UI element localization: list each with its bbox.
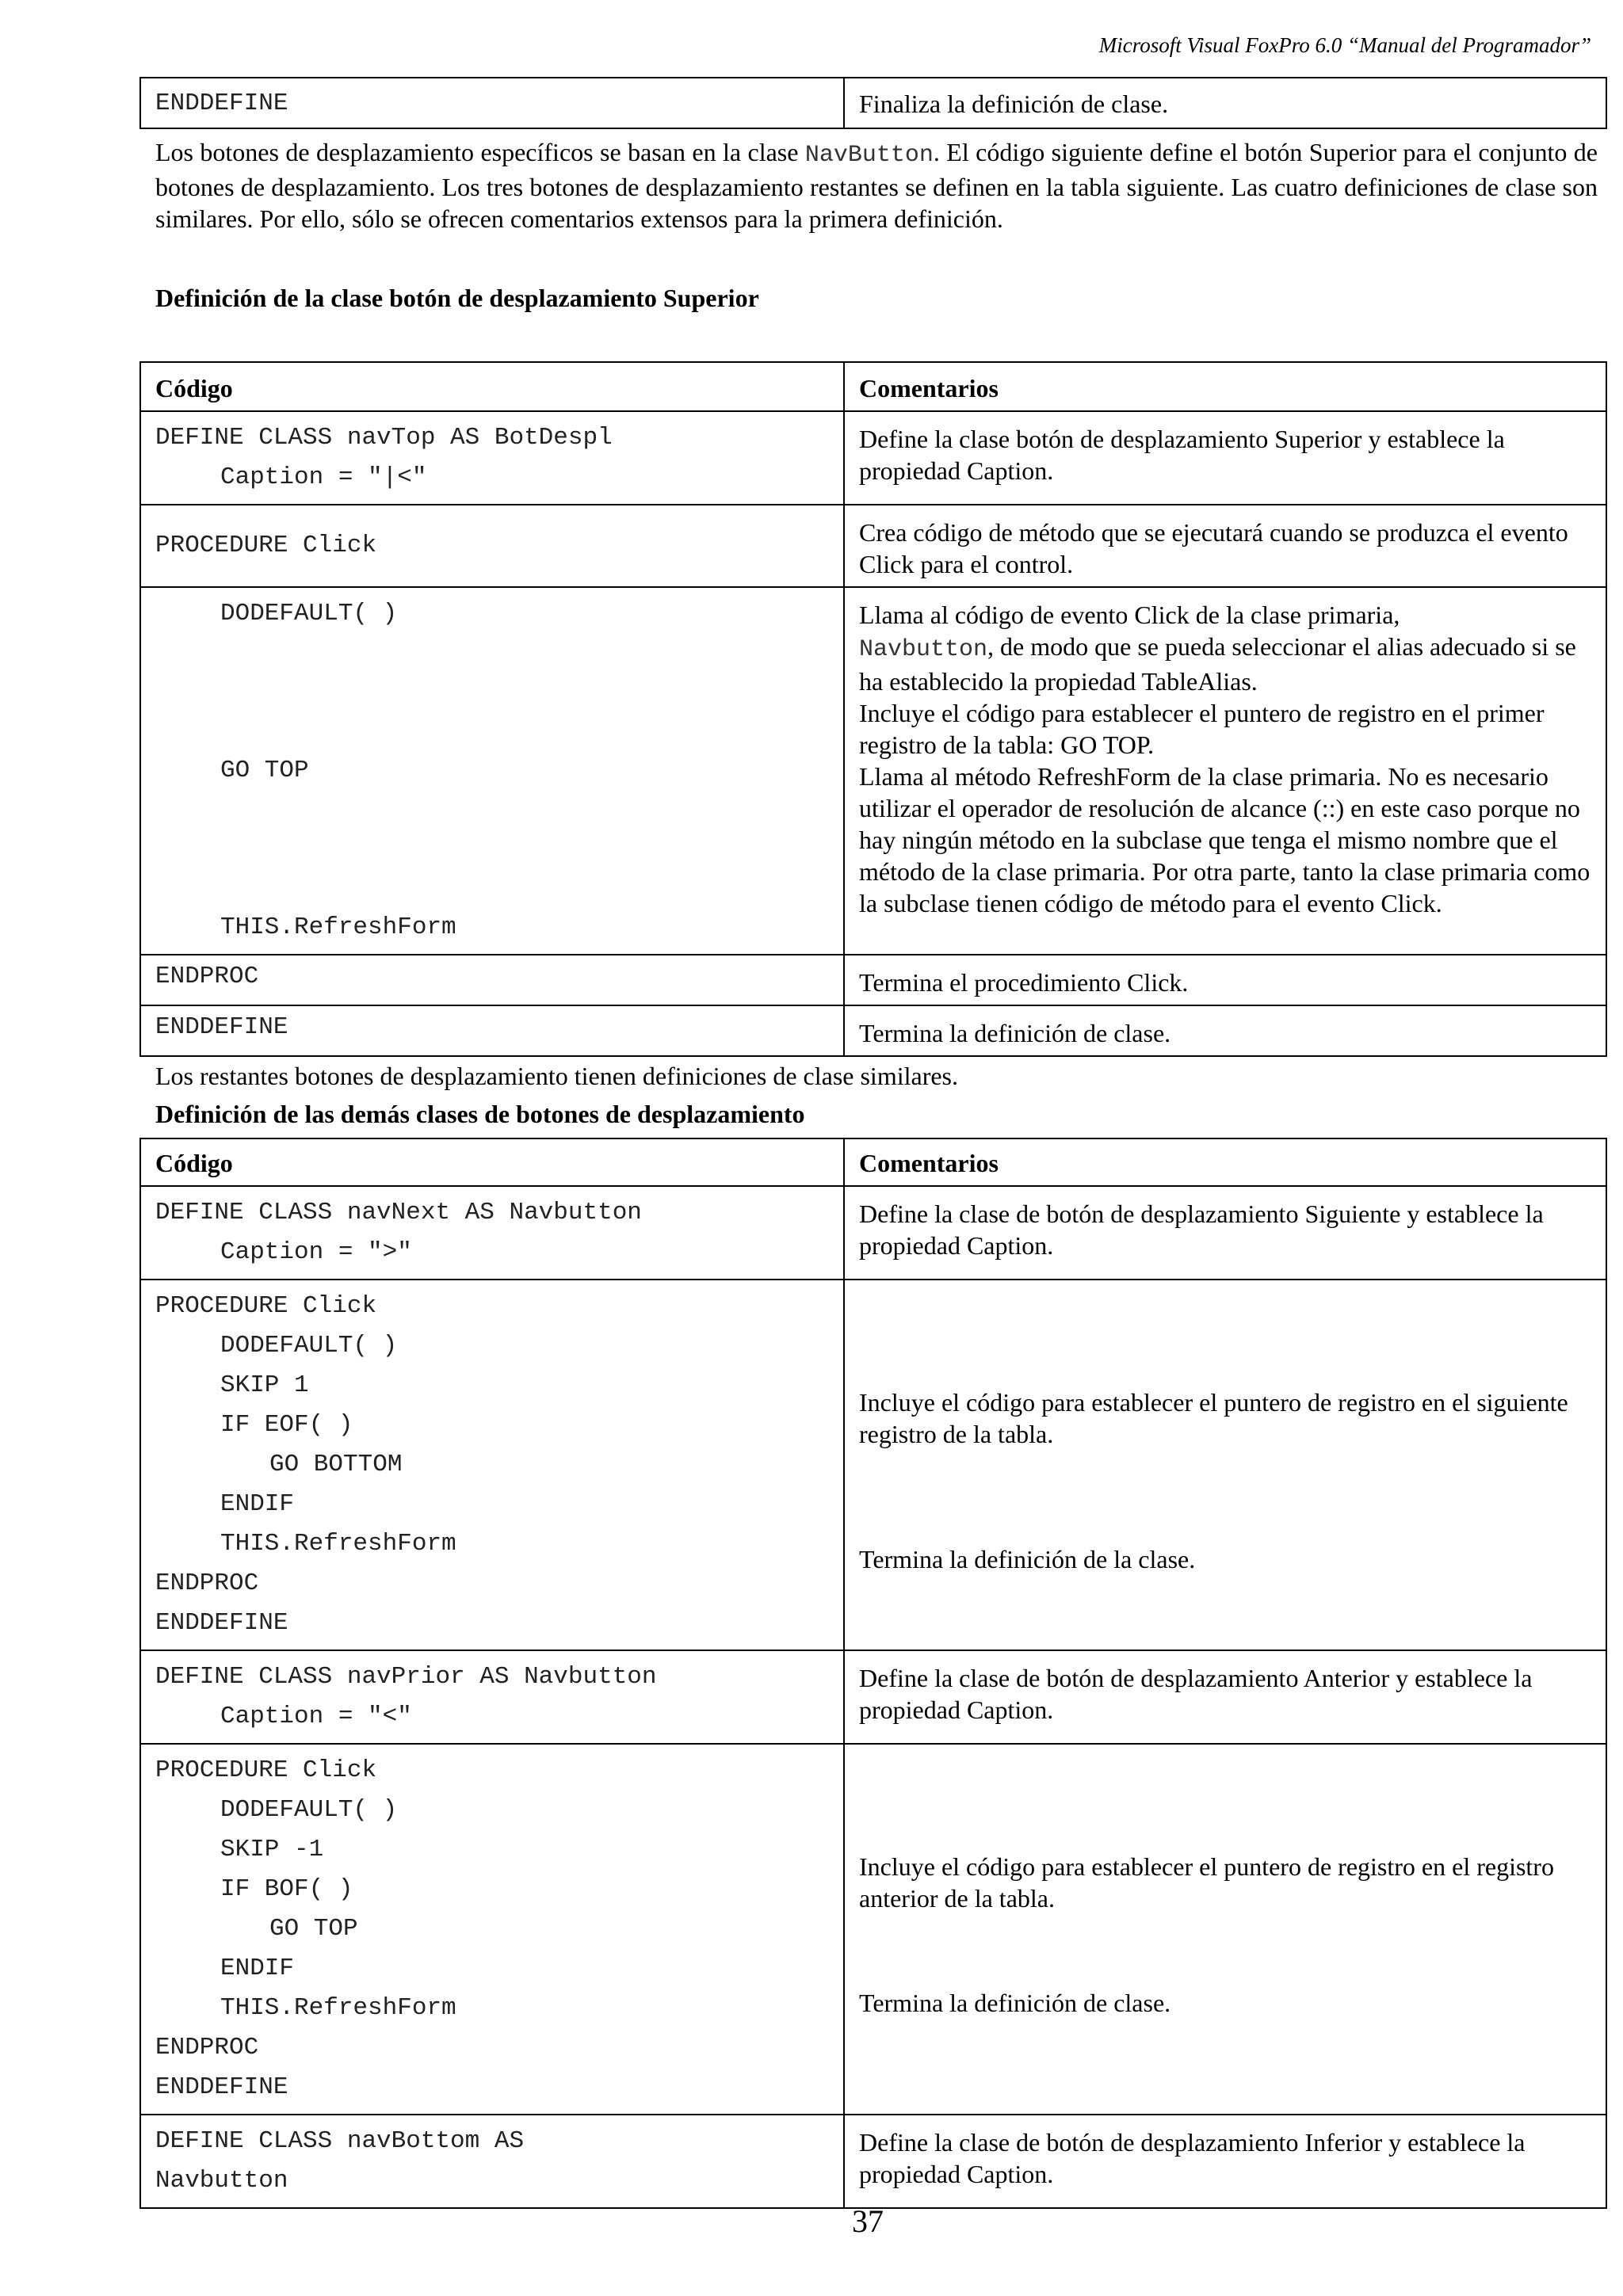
middle-paragraph: Los restantes botones de desplazamiento tienen definiciones de clase similares.	[155, 1062, 958, 1090]
comment-cell: Define la clase de botón de desplazamiento Inferior y establece la propiedad Caption.	[859, 2128, 1526, 2188]
code-line: ENDDEFINE	[155, 1013, 288, 1041]
table-header-row	[140, 362, 1606, 411]
table-row	[140, 955, 1606, 1005]
intro-text-1: Los botones de desplazamiento específicos se basan en la clase	[155, 138, 805, 166]
code-line: ENDIF	[220, 1955, 295, 1982]
page-number: 37	[852, 2203, 884, 2239]
comment-text: Termina la definición de la clase.	[859, 1545, 1196, 1573]
comment-cell: Crea código de método que se ejecutará cuando se produzca el evento Click para el control.	[859, 518, 1568, 578]
code-line: GO TOP	[220, 757, 309, 784]
code-line: SKIP 1	[220, 1371, 309, 1399]
intro-paragraph	[155, 136, 1598, 235]
column-header-code: Código	[155, 374, 233, 402]
comment-cell: Define la clase botón de desplazamiento Superior y establece la propiedad Caption.	[859, 425, 1505, 485]
code-line: PROCEDURE Click	[155, 1756, 377, 1784]
table-row	[140, 1744, 1606, 2115]
code-line: GO BOTTOM	[269, 1451, 403, 1478]
code-line: ENDIF	[220, 1490, 295, 1518]
comment-cell: Finaliza la definición de clase.	[859, 90, 1169, 118]
comment-cell: Define la clase de botón de desplazamiento Siguiente y establece la propiedad Caption.	[859, 1199, 1544, 1260]
column-header-comments: Comentarios	[859, 1149, 999, 1177]
comment-text	[859, 599, 1591, 697]
code-line: IF EOF( )	[220, 1411, 353, 1439]
code-line: DODEFAULT( )	[220, 600, 398, 627]
comment-fragment: , de modo que se pueda seleccionar el alias adecuado si se ha establecido la propiedad TableAlias.	[859, 632, 1576, 696]
table-row	[140, 1005, 1606, 1056]
comment-inline-code: Navbutton	[859, 636, 988, 663]
code-line: PROCEDURE Click	[155, 532, 377, 559]
code-line: PROCEDURE Click	[155, 1292, 377, 1320]
comment-cell: Termina el procedimiento Click.	[859, 968, 1189, 997]
code-line: ENDPROC	[155, 963, 259, 990]
code-cell: ENDDEFINE	[155, 90, 288, 117]
table-row	[140, 505, 1606, 587]
code-line: Caption = ">"	[220, 1238, 412, 1266]
code-line: GO TOP	[269, 1915, 358, 1943]
table-row	[140, 78, 1606, 128]
code-line: Caption = "<"	[220, 1703, 412, 1730]
comment-text: Incluye el código para establecer el puntero de registro en el registro anterior de la tabla.	[859, 1852, 1554, 1913]
section-heading-superior: Definición de la clase botón de desplazamiento Superior	[155, 284, 759, 312]
code-line: ENDDEFINE	[155, 1609, 288, 1637]
comment-cell: Termina la definición de clase.	[859, 1019, 1171, 1047]
table-row	[140, 2115, 1606, 2208]
section-heading-others: Definición de las demás clases de botones de desplazamiento	[155, 1100, 805, 1128]
code-line: DEFINE CLASS navNext AS Navbutton	[155, 1199, 642, 1226]
code-line: THIS.RefreshForm	[220, 1994, 456, 2022]
code-line: THIS.RefreshForm	[220, 1530, 456, 1558]
column-header-code: Código	[155, 1149, 233, 1177]
code-line: DODEFAULT( )	[220, 1332, 398, 1360]
comment-fragment: Llama al código de evento Click de la clase primaria,	[859, 601, 1400, 629]
code-line: ENDPROC	[155, 2034, 259, 2061]
code-line: DODEFAULT( )	[220, 1796, 398, 1824]
code-line: DEFINE CLASS navBottom AS	[155, 2127, 525, 2155]
top-table	[139, 77, 1607, 129]
code-line: Navbutton	[155, 2167, 288, 2195]
code-line: ENDPROC	[155, 1569, 259, 1597]
intro-class-name: NavButton	[804, 142, 934, 169]
code-line: DEFINE CLASS navTop AS BotDespl	[155, 424, 613, 452]
table-row	[140, 1280, 1606, 1650]
code-line: IF BOF( )	[220, 1875, 353, 1903]
table-row	[140, 1650, 1606, 1744]
code-line: SKIP -1	[220, 1836, 324, 1863]
table-row	[140, 411, 1606, 505]
comment-cell: Define la clase de botón de desplazamiento Anterior y establece la propiedad Caption.	[859, 1664, 1533, 1724]
intro-text-2: . El código siguiente define el botón Superior para el conjunto de botones de desplazamiento. Los tres botones de desplazamiento restantes se definen en la tabla siguiente. Las cuatro definiciones de clase son similares. Por ello, sólo se ofrecen comentarios extensos para la primera definición.	[155, 138, 1598, 233]
code-line: THIS.RefreshForm	[220, 913, 456, 941]
comment-text: Termina la definición de clase.	[859, 1989, 1171, 2017]
other-classes-table	[139, 1138, 1607, 2209]
comment-text: Incluye el código para establecer el puntero de registro en el siguiente registro de la tabla.	[859, 1388, 1568, 1448]
table-header-row	[140, 1138, 1606, 1186]
running-header: Microsoft Visual FoxPro 6.0 “Manual del Programador”	[1098, 33, 1591, 57]
code-line: ENDDEFINE	[155, 2073, 288, 2101]
comment-text: Incluye el código para establecer el puntero de registro en el primer registro de la tabla: GO TOP.	[859, 699, 1545, 759]
column-header-comments: Comentarios	[859, 374, 999, 402]
table-row	[140, 587, 1606, 955]
code-line: Caption = "|<"	[220, 463, 427, 491]
comment-text: Llama al método RefreshForm de la clase primaria. No es necesario utilizar el operador de resolución de alcance (::) en este caso porque no hay ningún método en la subclase que tenga el mismo nombre que el método de la clase primaria. Por otra parte, tanto la clase primaria como la subclase tienen código de método para el evento Click.	[859, 762, 1591, 917]
superior-class-table	[139, 361, 1607, 1057]
table-row	[140, 1186, 1606, 1280]
code-line: DEFINE CLASS navPrior AS Navbutton	[155, 1663, 657, 1691]
